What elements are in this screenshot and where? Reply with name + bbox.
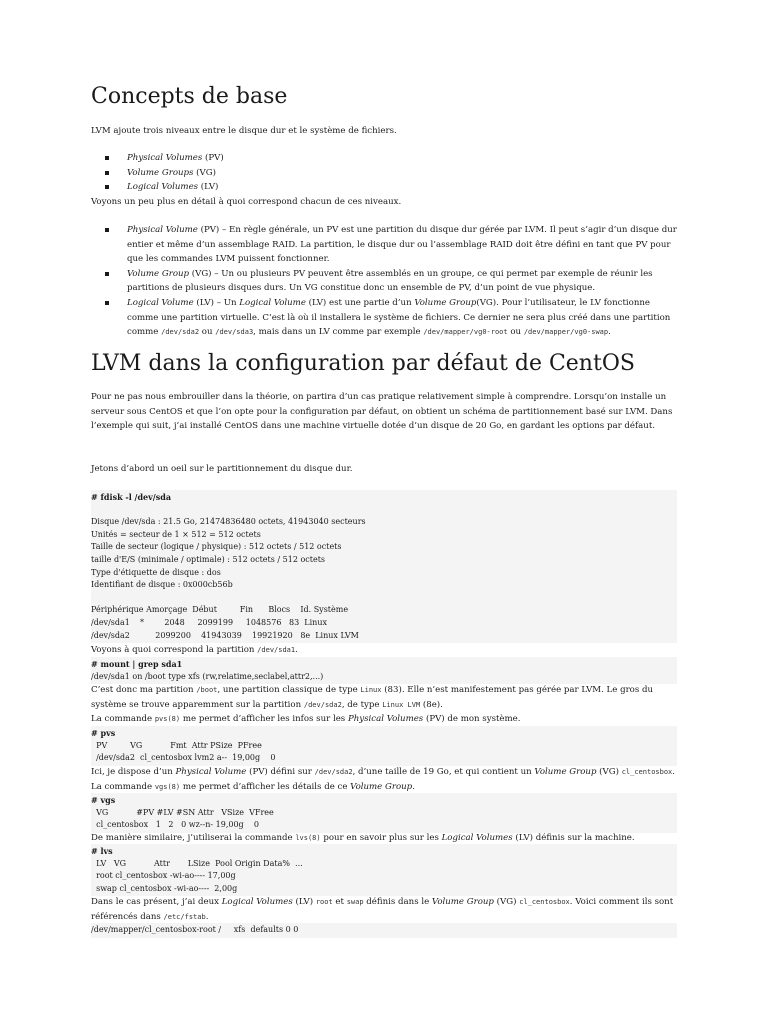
code-line: /dev/sda1 * 2048 2099199 1048576 83 Linux <box>91 617 327 627</box>
code-line: LV VG Attr LSize Pool Origin Data% ... <box>91 858 303 868</box>
centos-paragraph: Pour ne pas nous embrouiller dans la théorie, on partira d’un cas pratique relativement simple à comprendre. Lorsqu’on installe un serveur sous CentOS et que l’on opte pour la configuration par défaut, on obtient un schéma de partitionnement basé sur LVM. Dans l’exemple qui suit, j’ai installé CentOS dans une machine virtuelle dotée d’un disque de 20 Go, en gardant les options par défaut. <box>91 392 673 431</box>
code-line: Taille de secteur (logique / physique) : 512 octets / 512 octets <box>91 542 342 552</box>
partition-intro-paragraph: Jetons d’abord un oeil sur le partitionnement du disque dur. <box>91 464 353 474</box>
code-line: Unités = secteur de 1 × 512 = 512 octets <box>91 529 261 539</box>
code-line: PV VG Fmt Attr PSize PFree <box>91 740 262 750</box>
section-title-centos: LVM dans la configuration par défaut de CentOS <box>91 351 635 376</box>
levels-list <box>91 151 677 195</box>
code-line: /dev/sda2 2099200 41943039 19921920 8e Linux LVM <box>91 630 359 640</box>
list-item: Logical Volumes (LV) <box>91 180 677 195</box>
code-line: # lvs <box>91 846 113 856</box>
detail-intro-paragraph: Voyons un peu plus en détail à quoi correspond chacun de ces niveaux. <box>91 197 402 207</box>
mount-intro-paragraph: Voyons à quoi correspond la partition /dev/sda1. <box>91 645 298 655</box>
pvs-output-block <box>91 726 677 766</box>
code-line: Identifiant de disque : 0x000cb56b <box>91 580 233 590</box>
levels-detail-list <box>91 223 677 340</box>
list-item: Physical Volumes (PV) <box>91 151 677 166</box>
code-line: swap cl_centosbox -wi-ao---- 2,00g <box>91 883 238 893</box>
code-line: Périphérique Amorçage Début Fin Blocs Id. Système <box>91 605 349 615</box>
code-line: # pvs <box>91 728 116 738</box>
code-line: taille d'E/S (minimale / optimale) : 512 octets / 512 octets <box>91 554 326 564</box>
mount-output-block <box>91 657 677 684</box>
intro-paragraph: LVM ajoute trois niveaux entre le disque dur et le système de fichiers. <box>91 126 397 136</box>
list-item-pv: Physical Volume (PV) – En règle générale, un PV est une partition du disque dur gérée par LVM. Il peut s’agir d’un disque dur entier et même d’un assemblage RAID. La partition, le disque dur ou l’assemblage RAID doit être défini en tant que PV pour que les commandes LVM puissent fonctionner. <box>91 223 677 267</box>
code-line: cl_centosbox 1 2 0 wz--n- 19,00g 0 <box>91 820 259 830</box>
code-line: VG #PV #LV #SN Attr VSize VFree <box>91 807 274 817</box>
fdisk-output-block <box>91 490 677 643</box>
code-line: /dev/mapper/cl_centosbox-root / xfs defaults 0 0 <box>91 925 299 934</box>
section-title-concepts: Concepts de base <box>91 84 288 109</box>
list-item-lv: Logical Volume (LV) – Un Logical Volume (LV) est une partie d’un Volume Group(VG). Pour l’utilisateur, le LV fonctionne comme une partition virtuelle. C’est là où il installera le système de fichiers. Ce dernier ne sera plus créé dans une partition comme /dev/sda2 ou /dev/sda3, mais dans un LV comme par exemple /dev/mapper/vg0-root ou /dev/mapper/vg0-swap. <box>91 296 677 340</box>
vgs-intro-paragraph: Ici, je dispose d’un Physical Volume (PV) défini sur /dev/sda2, d’une taille de 19 Go, et qui contient un Volume Group (VG) cl_centosbox. La commande vgs(8) me permet d’afficher les détails de ce Volume Group. <box>91 767 676 792</box>
lvs-intro-paragraph: De manière similaire, j’utiliserai la commande lvs(8) pour en savoir plus sur les Logical Volumes (LV) définis sur la machine. <box>91 833 635 843</box>
vgs-output-block <box>91 793 677 833</box>
code-line: Disque /dev/sda : 21.5 Go, 21474836480 octets, 41943040 secteurs <box>91 517 366 527</box>
list-item: Volume Groups (VG) <box>91 166 677 181</box>
pvs-intro-paragraph: C’est donc ma partition /boot, une partition classique de type Linux (83). Elle n’est manifestement pas gérée par LVM. Le gros du système se trouve apparemment sur la partition /dev/sda2, de type Linux LVM (8e). La commande pvs(8) me permet d’afficher les infos sur les Physical Volumes (PV) de mon système. <box>91 685 654 724</box>
code-line: root cl_centosbox -wi-ao---- 17,00g <box>91 871 236 881</box>
code-line <box>91 504 677 517</box>
code-line <box>91 592 677 605</box>
lvs-output-block <box>91 844 677 896</box>
list-item-vg: Volume Group (VG) – Un ou plusieurs PV peuvent être assemblés en un groupe, ce qui permet par exemple de réunir les partitions de plusieurs disques durs. Un VG constitue donc un ensemble de PV, d’un point de vue physique. <box>91 267 677 296</box>
code-line: # mount | grep sda1 <box>91 659 183 669</box>
fstab-intro-paragraph: Dans le cas présent, j’ai deux Logical Volumes (LV) root et swap définis dans le Volume Group (VG) cl_centosbox. Voici comment ils sont référencés dans /etc/fstab. <box>91 897 674 922</box>
code-line: # vgs <box>91 795 116 805</box>
fstab-output-block <box>91 923 677 938</box>
code-line: /dev/sda1 on /boot type xfs (rw,relatime,seclabel,attr2,...) <box>91 671 324 681</box>
code-line: Type d'étiquette de disque : dos <box>91 567 221 577</box>
code-line: /dev/sda2 cl_centosbox lvm2 a-- 19,00g 0 <box>91 753 276 763</box>
code-line: # fdisk -l /dev/sda <box>91 492 171 502</box>
